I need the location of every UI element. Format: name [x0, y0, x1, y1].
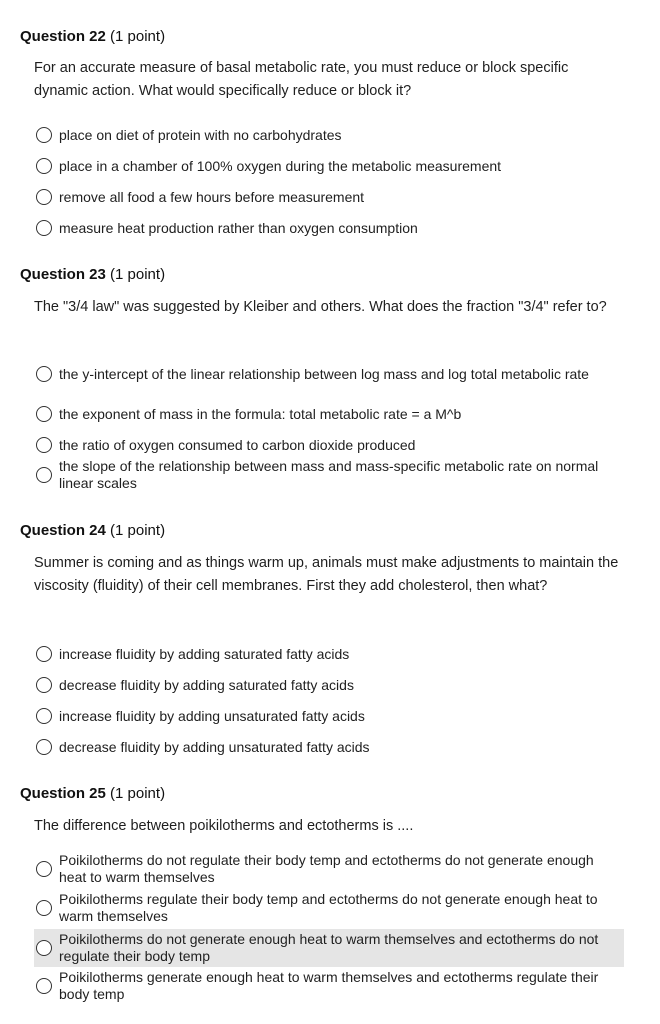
- radio-button-icon[interactable]: [36, 437, 52, 453]
- answer-option[interactable]: [34, 737, 624, 757]
- radio-button-icon[interactable]: [36, 861, 52, 877]
- radio-button-icon[interactable]: [36, 708, 52, 724]
- question-header: [20, 785, 165, 802]
- radio-button-icon[interactable]: [36, 940, 52, 956]
- answer-label: place in a chamber of 100% oxygen during the metabolic measurement: [59, 157, 502, 174]
- radio-button-icon[interactable]: [36, 406, 52, 422]
- answer-label: the slope of the relationship between mass and mass-specific metabolic rate on normal linear scales: [59, 458, 599, 491]
- answer-option[interactable]: [34, 156, 624, 176]
- question-title: Question 23: [20, 266, 106, 283]
- question-title: Question 25: [20, 785, 106, 802]
- answer-label: Poikilotherms generate enough heat to warm themselves and ectotherms regulate their body temp: [59, 969, 599, 1002]
- radio-button-icon[interactable]: [36, 158, 52, 174]
- answer-option-hovered[interactable]: [34, 929, 624, 967]
- answer-label: place on diet of protein with no carbohydrates: [59, 126, 342, 143]
- answer-label: the y-intercept of the linear relationship between log mass and log total metabolic rate: [59, 365, 589, 382]
- radio-button-icon[interactable]: [36, 366, 52, 382]
- radio-button-icon[interactable]: [36, 467, 52, 483]
- answer-option[interactable]: [34, 644, 624, 664]
- answer-label: decrease fluidity by adding unsaturated fatty acids: [59, 738, 370, 755]
- question-text: For an accurate measure of basal metabolic rate, you must reduce or block specific dynamic action. What would specifically reduce or block it?: [34, 60, 569, 99]
- answer-option[interactable]: [34, 675, 624, 695]
- radio-button-icon[interactable]: [36, 978, 52, 994]
- answer-label: the ratio of oxygen consumed to carbon dioxide produced: [59, 436, 416, 453]
- answer-option[interactable]: [34, 851, 624, 887]
- question-text: Summer is coming and as things warm up, animals must make adjustments to maintain the viscosity (fluidity) of their cell membranes. First they add cholesterol, then what?: [34, 555, 619, 594]
- answer-option[interactable]: [34, 187, 624, 207]
- answer-label: remove all food a few hours before measurement: [59, 188, 365, 205]
- answer-option[interactable]: [34, 125, 624, 145]
- radio-button-icon[interactable]: [36, 677, 52, 693]
- radio-button-icon[interactable]: [36, 189, 52, 205]
- question-points: (1 point): [110, 28, 166, 45]
- answer-option[interactable]: [34, 968, 624, 1004]
- answer-option[interactable]: [34, 435, 624, 455]
- answer-option[interactable]: [34, 890, 624, 926]
- question-points: (1 point): [110, 266, 166, 283]
- answer-label: measure heat production rather than oxygen consumption: [59, 219, 418, 236]
- answer-label: Poikilotherms do not generate enough heat to warm themselves and ectotherms do not regulate their body temp: [59, 931, 599, 964]
- radio-button-icon[interactable]: [36, 900, 52, 916]
- question-header: [20, 266, 165, 283]
- answer-label: Poikilotherms regulate their body temp and ectotherms do not generate enough heat to warm themselves: [59, 891, 598, 924]
- question-header: [20, 28, 165, 45]
- question-points: (1 point): [110, 522, 166, 539]
- answer-label: increase fluidity by adding saturated fatty acids: [59, 645, 350, 662]
- answer-option[interactable]: [34, 706, 624, 726]
- question-header: [20, 522, 165, 539]
- answer-label: increase fluidity by adding unsaturated fatty acids: [59, 707, 365, 724]
- radio-button-icon[interactable]: [36, 646, 52, 662]
- radio-button-icon[interactable]: [36, 739, 52, 755]
- answer-option[interactable]: [34, 218, 624, 238]
- question-text: The "3/4 law" was suggested by Kleiber and others. What does the fraction "3/4" refer to?: [34, 299, 607, 315]
- question-title: Question 22: [20, 28, 106, 45]
- question-text: The difference between poikilotherms and ectotherms is ....: [34, 818, 414, 834]
- radio-button-icon[interactable]: [36, 220, 52, 236]
- answer-label: the exponent of mass in the formula: total metabolic rate = a M^b: [59, 405, 462, 422]
- question-title: Question 24: [20, 522, 106, 539]
- answer-label: decrease fluidity by adding saturated fatty acids: [59, 676, 354, 693]
- answer-label: Poikilotherms do not regulate their body temp and ectotherms do not generate enough heat to warm themselves: [59, 852, 594, 885]
- answer-option[interactable]: [34, 404, 624, 424]
- answer-option[interactable]: [34, 457, 624, 493]
- question-points: (1 point): [110, 785, 166, 802]
- radio-button-icon[interactable]: [36, 127, 52, 143]
- answer-option[interactable]: [34, 356, 624, 392]
